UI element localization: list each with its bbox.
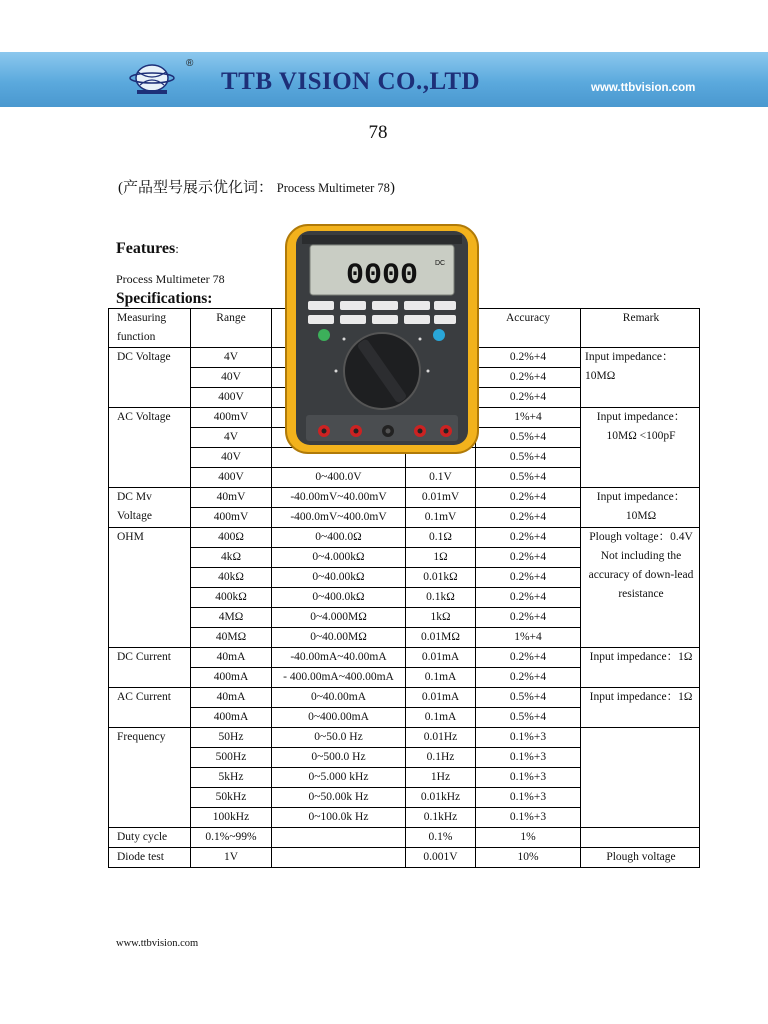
remark-cell: Plough voltage：0.4V Not including the accuracy of down-lead resistance [581, 528, 700, 648]
function-cell: OHM [109, 528, 191, 648]
table-cell: 4V [191, 348, 272, 368]
table-cell [272, 828, 406, 848]
remark-cell: Plough voltage [581, 848, 700, 868]
table-cell: 0.1%~99% [191, 828, 272, 848]
table-cell: 0.1%+3 [476, 768, 581, 788]
table-cell: 40kΩ [191, 568, 272, 588]
table-header-cell: Range [191, 309, 272, 348]
table-cell: 1%+4 [476, 628, 581, 648]
registered-mark: ® [186, 58, 194, 69]
table-cell: 0.1mV [406, 508, 476, 528]
table-cell: 0~100.0k Hz [272, 808, 406, 828]
table-cell: 0.2%+4 [476, 608, 581, 628]
table-cell: 40MΩ [191, 628, 272, 648]
table-cell: 0.01mA [406, 648, 476, 668]
specifications-heading: Specifications: [116, 290, 213, 307]
table-cell: 0.2%+4 [476, 368, 581, 388]
table-cell: 0~400.0Ω [272, 528, 406, 548]
table-cell: 400kΩ [191, 588, 272, 608]
table-cell: 500Hz [191, 748, 272, 768]
table-cell: 0~400.00mA [272, 708, 406, 728]
table-cell: 0.2%+4 [476, 388, 581, 408]
remark-cell: Input impedance：1Ω [581, 688, 700, 728]
table-cell: 0~4.000MΩ [272, 608, 406, 628]
table-row [109, 488, 700, 508]
table-cell: 0.1%+3 [476, 748, 581, 768]
function-cell: AC Current [109, 688, 191, 728]
remark-cell [581, 828, 700, 848]
table-cell: 0~5.000 kHz [272, 768, 406, 788]
footer-url: www.ttbvision.com [116, 938, 199, 949]
header-website: www.ttbvision.com [591, 82, 696, 94]
subtitle-prefix: (产品型号展示优化词： [118, 180, 273, 196]
remark-cell [581, 728, 700, 828]
table-cell: 0.2%+4 [476, 668, 581, 688]
table-cell: 1Hz [406, 768, 476, 788]
table-cell: 0.5%+4 [476, 708, 581, 728]
page-title: 78 [368, 122, 388, 143]
table-cell: 0.1%+3 [476, 808, 581, 828]
table-cell: 400Ω [191, 528, 272, 548]
table-cell: 50Hz [191, 728, 272, 748]
function-cell: Frequency [109, 728, 191, 828]
table-cell: 400mV [191, 508, 272, 528]
table-cell: 40V [191, 448, 272, 468]
table-cell: - 400.00mA~400.00mA [272, 668, 406, 688]
table-cell: 40mA [191, 648, 272, 668]
function-cell: DC Current [109, 648, 191, 688]
table-cell: 0~500.0 Hz [272, 748, 406, 768]
function-cell: Diode test [109, 848, 191, 868]
table-cell: 0.2%+4 [476, 488, 581, 508]
table-cell: 0.1mA [406, 708, 476, 728]
table-cell: 0.5%+4 [476, 468, 581, 488]
table-cell: 0.2%+4 [476, 648, 581, 668]
table-row [109, 728, 700, 748]
table-header-cell: Remark [581, 309, 700, 348]
table-cell: 50kHz [191, 788, 272, 808]
table-cell: 0.1%+3 [476, 728, 581, 748]
table-cell: 1Ω [406, 548, 476, 568]
subtitle-model: Process Multimeter 78 [276, 181, 390, 195]
table-cell: 0.2%+4 [476, 548, 581, 568]
table-cell: 0.2%+4 [476, 508, 581, 528]
function-cell: Duty cycle [109, 828, 191, 848]
table-row [109, 688, 700, 708]
features-label: Features [116, 240, 176, 257]
table-cell: 0~40.00mA [272, 688, 406, 708]
table-cell: 40V [191, 368, 272, 388]
table-cell: 0.1kHz [406, 808, 476, 828]
table-cell: 1%+4 [476, 408, 581, 428]
table-cell: 40mA [191, 688, 272, 708]
features-heading [116, 240, 179, 258]
table-cell: 5kHz [191, 768, 272, 788]
remark-cell: Input impedance：1Ω [581, 648, 700, 688]
table-cell: 1% [476, 828, 581, 848]
table-cell: 0~40.00kΩ [272, 568, 406, 588]
company-logo-icon [129, 60, 175, 96]
table-cell: 0.01mA [406, 688, 476, 708]
table-cell: 0.1% [406, 828, 476, 848]
table-cell: 0~50.0 Hz [272, 728, 406, 748]
table-cell: 0.01kHz [406, 788, 476, 808]
company-name: TTB VISION CO.,LTD [221, 68, 481, 95]
meter-display-reading: 0000 [345, 259, 419, 293]
table-cell: 0.2%+4 [476, 568, 581, 588]
table-cell: 0.2%+4 [476, 588, 581, 608]
table-header-cell: Measuring function [109, 309, 191, 348]
table-cell: 1V [191, 848, 272, 868]
features-colon: : [175, 241, 179, 256]
table-cell: 0.2%+4 [476, 348, 581, 368]
function-cell: AC Voltage [109, 408, 191, 488]
table-cell: 0.5%+4 [476, 448, 581, 468]
header-banner [0, 52, 768, 107]
table-cell: 0.01mV [406, 488, 476, 508]
table-cell: 0.01Hz [406, 728, 476, 748]
table-cell: 400mA [191, 668, 272, 688]
table-row [109, 528, 700, 548]
table-cell: 4kΩ [191, 548, 272, 568]
table-cell: 0.5%+4 [476, 428, 581, 448]
table-cell: 0.01kΩ [406, 568, 476, 588]
table-cell: 0~50.00k Hz [272, 788, 406, 808]
table-cell: 4MΩ [191, 608, 272, 628]
table-cell: 0.01MΩ [406, 628, 476, 648]
function-cell: DC Voltage [109, 348, 191, 408]
table-cell: 400V [191, 468, 272, 488]
features-text: Process Multimeter 78 [116, 272, 225, 286]
table-cell: -40.00mV~40.00mV [272, 488, 406, 508]
table-cell: 0.1%+3 [476, 788, 581, 808]
table-cell: 1kΩ [406, 608, 476, 628]
table-cell: 0~40.00MΩ [272, 628, 406, 648]
subtitle-suffix: ) [389, 180, 395, 196]
table-cell [272, 848, 406, 868]
remark-cell: Input impedance：10MΩ <100pF [581, 408, 700, 488]
table-cell: 40mV [191, 488, 272, 508]
table-row [109, 828, 700, 848]
remark-cell: Input impedance：10MΩ [581, 488, 700, 528]
function-cell: DC Mv Voltage [109, 488, 191, 528]
product-subtitle [118, 176, 395, 197]
table-cell: 400V [191, 388, 272, 408]
table-cell: 10% [476, 848, 581, 868]
table-cell: 0.1V [406, 468, 476, 488]
table-cell: 0.5%+4 [476, 688, 581, 708]
table-cell: 0~400.0kΩ [272, 588, 406, 608]
table-cell: -40.00mA~40.00mA [272, 648, 406, 668]
table-row [109, 648, 700, 668]
table-cell: 400mV [191, 408, 272, 428]
table-cell: 0.1Ω [406, 528, 476, 548]
table-cell: 0.001V [406, 848, 476, 868]
remark-cell: Input impedance：10MΩ [581, 348, 700, 408]
table-cell: 0.2%+4 [476, 528, 581, 548]
table-cell: 0.1mA [406, 668, 476, 688]
table-cell: 100kHz [191, 808, 272, 828]
meter-display-unit: DC [434, 260, 446, 267]
table-cell: 400mA [191, 708, 272, 728]
table-cell: 4V [191, 428, 272, 448]
table-cell: 0~4.000kΩ [272, 548, 406, 568]
table-header-cell: Accuracy [476, 309, 581, 348]
multimeter-image [284, 223, 480, 455]
table-cell: 0.1Hz [406, 748, 476, 768]
table-cell: 0~400.0V [272, 468, 406, 488]
table-cell: 0.1kΩ [406, 588, 476, 608]
table-cell: -400.0mV~400.0mV [272, 508, 406, 528]
table-row [109, 848, 700, 868]
